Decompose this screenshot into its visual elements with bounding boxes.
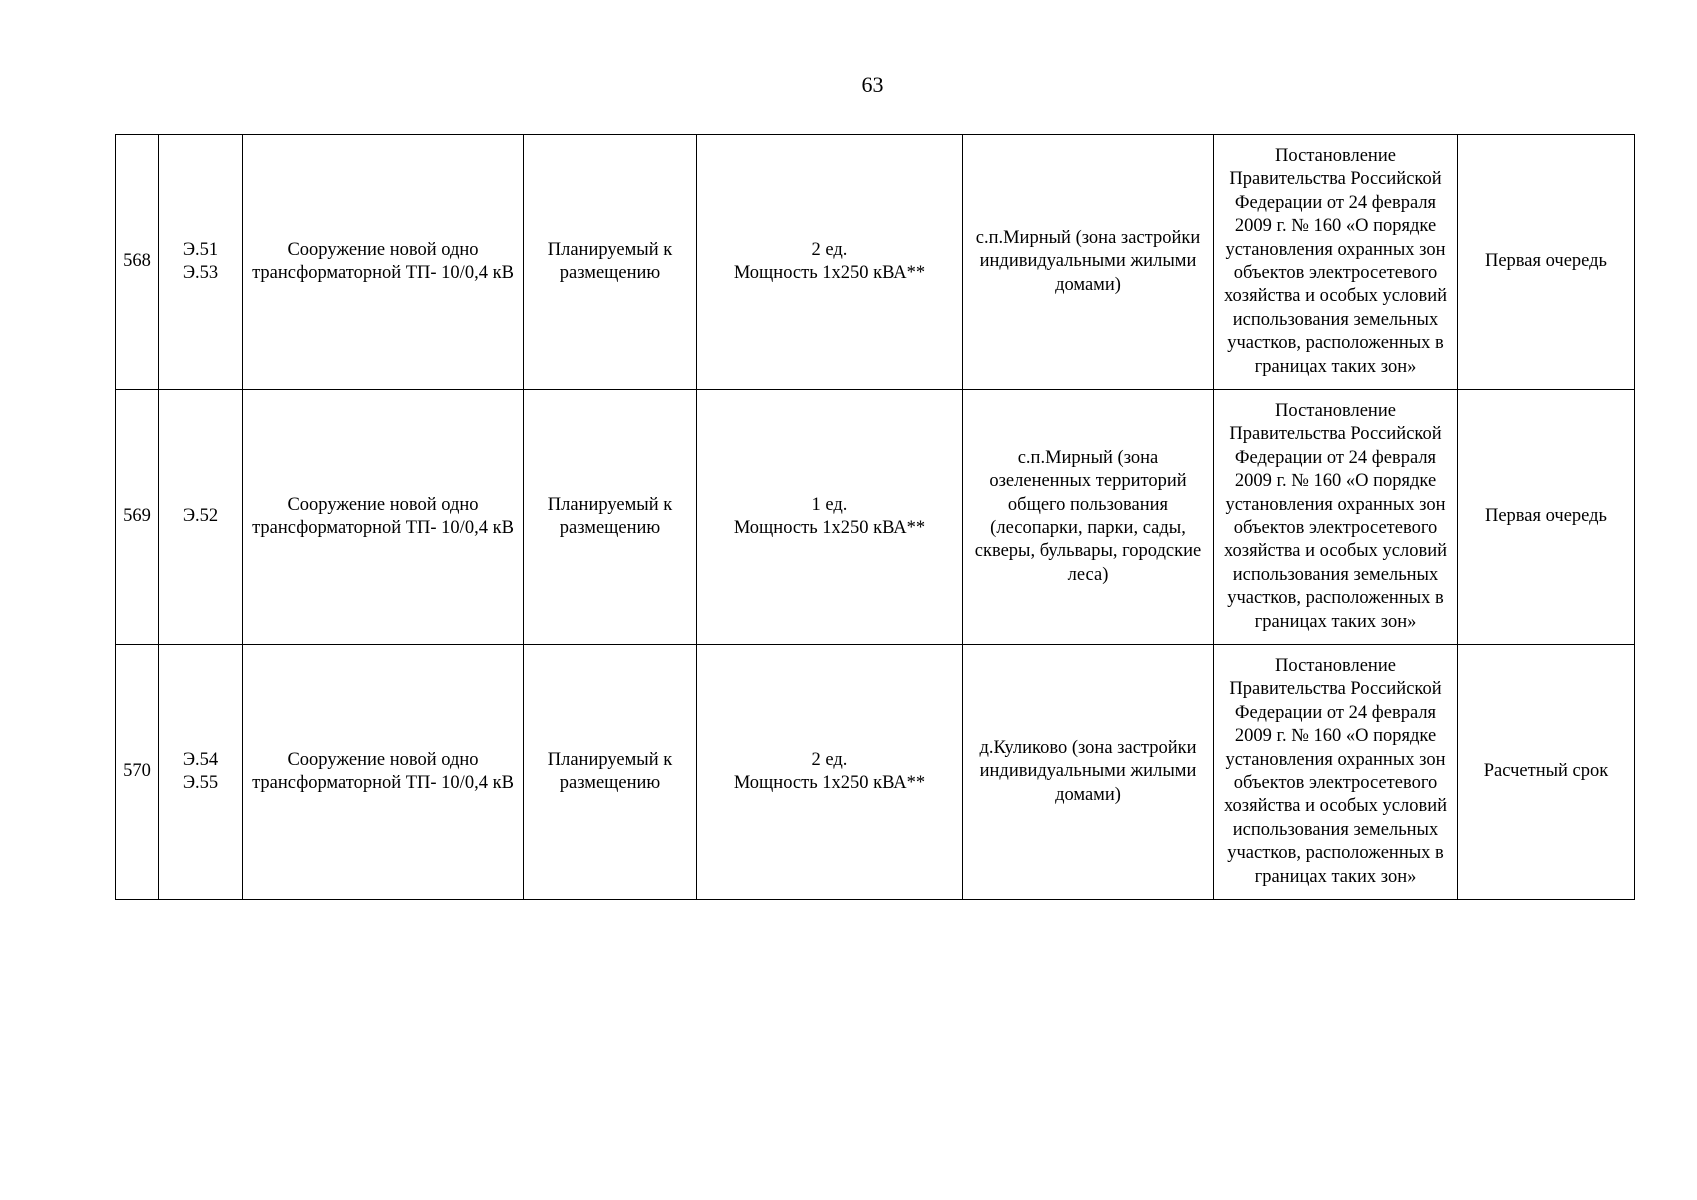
object-term: Первая очередь [1484, 251, 1607, 272]
object-status: Планируемый к размещению [547, 239, 673, 283]
codes-cell [159, 390, 243, 645]
object-status: Планируемый к размещению [547, 749, 673, 793]
status-cell [524, 390, 697, 645]
object-name: Сооружение новой одно трансформаторной ТП- 10/0,4 кВ [252, 239, 514, 283]
codes-cell [159, 645, 243, 900]
object-status: Планируемый к размещению [547, 494, 673, 538]
location-cell [963, 390, 1214, 645]
location-cell [963, 135, 1214, 390]
table-row [116, 390, 1635, 645]
object-capacity: 2 ед. Мощность 1х250 кВА** [733, 749, 926, 793]
object-location: с.п.Мирный (зона озелененных территорий общего пользования (лесопарки, парки, сады, скверы, бульвары, городские леса) [974, 447, 1202, 585]
objects-table [115, 134, 1635, 900]
object-term: Расчетный срок [1483, 761, 1609, 782]
name-cell [243, 390, 524, 645]
location-cell [963, 645, 1214, 900]
row-number: 569 [123, 506, 151, 527]
status-cell [524, 645, 697, 900]
object-codes: Э.52 [182, 506, 219, 527]
term-cell [1458, 645, 1635, 900]
table-row [116, 645, 1635, 900]
object-regulation: Постановление Правительства Российской Федерации от 24 февраля 2009 г. № 160 «О порядке установления охранных зон объектов электросетевого хозяйства и особых условий использования земельных участков, расположенных в границах таких зон» [1223, 655, 1448, 887]
regulation-cell [1214, 135, 1458, 390]
page-number: 63 [861, 72, 884, 97]
row-number-cell [116, 390, 159, 645]
capacity-cell [697, 135, 963, 390]
name-cell [243, 645, 524, 900]
row-number: 568 [123, 251, 151, 272]
object-name: Сооружение новой одно трансформаторной ТП- 10/0,4 кВ [252, 494, 514, 538]
regulation-cell [1214, 390, 1458, 645]
capacity-cell [697, 390, 963, 645]
status-cell [524, 135, 697, 390]
row-number-cell [116, 645, 159, 900]
object-term: Первая очередь [1484, 506, 1607, 527]
object-location: д.Куликово (зона застройки индивидуальными жилыми домами) [979, 737, 1197, 805]
table-row [116, 135, 1635, 390]
object-capacity: 2 ед. Мощность 1х250 кВА** [733, 239, 926, 283]
regulation-cell [1214, 645, 1458, 900]
term-cell [1458, 390, 1635, 645]
object-location: с.п.Мирный (зона застройки индивидуальными жилыми домами) [975, 227, 1201, 295]
row-number: 570 [123, 761, 151, 782]
name-cell [243, 135, 524, 390]
object-capacity: 1 ед. Мощность 1х250 кВА** [733, 494, 926, 538]
object-regulation: Постановление Правительства Российской Федерации от 24 февраля 2009 г. № 160 «О порядке установления охранных зон объектов электросетевого хозяйства и особых условий использования земельных участков, расположенных в границах таких зон» [1223, 400, 1448, 632]
row-number-cell [116, 135, 159, 390]
object-codes: Э.54 Э.55 [182, 749, 219, 793]
term-cell [1458, 135, 1635, 390]
object-name: Сооружение новой одно трансформаторной ТП- 10/0,4 кВ [252, 749, 514, 793]
capacity-cell [697, 645, 963, 900]
codes-cell [159, 135, 243, 390]
object-codes: Э.51 Э.53 [182, 239, 219, 283]
object-regulation: Постановление Правительства Российской Федерации от 24 февраля 2009 г. № 160 «О порядке установления охранных зон объектов электросетевого хозяйства и особых условий использования земельных участков, расположенных в границах таких зон» [1223, 145, 1448, 377]
